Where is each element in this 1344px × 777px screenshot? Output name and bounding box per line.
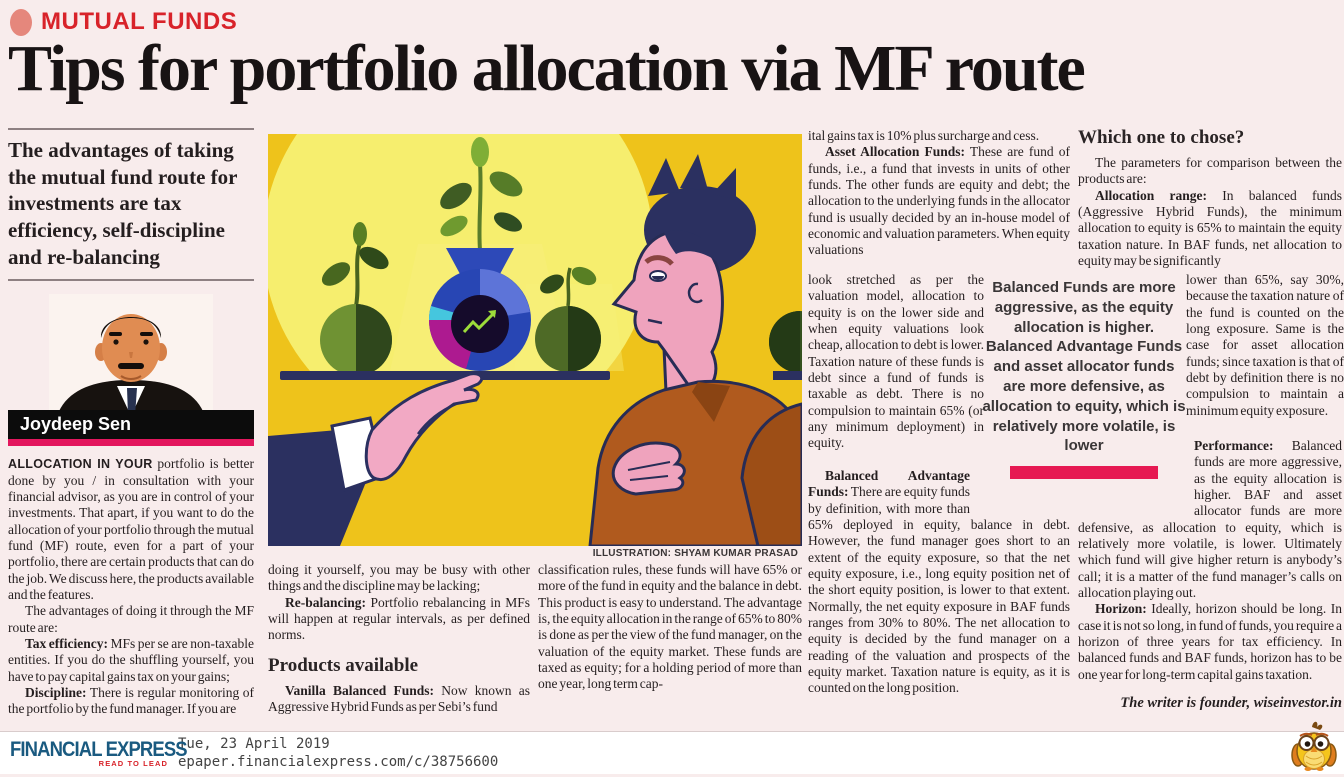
epaper-meta — [178, 735, 498, 771]
subheading-products-available: Products available — [268, 654, 419, 676]
waiter-serving-investment-plants-illustration — [268, 134, 802, 546]
paragraph-lead: Discipline: — [25, 684, 87, 700]
paragraph-text: portfolio is better done by you / in consultation with your financial advisor, as you are in control of your investments. That apart, if you want to do the allocation of your portfolio through the mutual fund (MF) route, even for a part of your portfolio, there are certain products that can do the job. We discuss here, the products available and the features. — [8, 456, 254, 602]
epaper-url: epaper.financialexpress.com/c/38756600 — [178, 754, 499, 770]
pullquote-spacer — [1078, 438, 1194, 510]
paragraph-lead: ALLOCATION IN YOUR — [8, 457, 153, 472]
article-body-col5-narrow — [1186, 272, 1344, 419]
paragraph-lead: Performance: — [1194, 438, 1274, 453]
paragraph — [268, 683, 530, 716]
section-label: MUTUAL FUNDS — [41, 8, 238, 35]
author-accent-bar — [8, 439, 254, 446]
brand-tagline: READ TO LEAD — [98, 759, 168, 768]
author-block — [8, 294, 254, 446]
article-body-col4-top — [808, 128, 1070, 259]
financial-express-logo — [10, 738, 187, 768]
paragraph — [268, 595, 530, 644]
article-body-col4-narrow — [808, 272, 984, 452]
paragraph-lead: Balanced Advantage Funds: — [808, 468, 970, 500]
epaper-footer — [0, 731, 1344, 774]
paragraph: doing it yourself, you may be busy with other things and the discipline may be lacking; — [268, 562, 530, 594]
pull-quote-text: Balanced Funds are more aggressive, as the equity allocation is higher. Balanced Advantage Funds and asset allocator funds are more defensive, as allocation to equity, which is relatively more volatile, is lower — [982, 279, 1186, 455]
paragraph-text: There is regular monitoring of the portfolio by the fund manager. If you are — [8, 684, 254, 717]
serving-tray — [280, 371, 610, 380]
standfirst: The advantages of taking the mutual fund route for investments are tax efficiency, self-discipline and re-balancing — [8, 138, 238, 269]
paragraph: The advantages of doing it through the MF route are: — [8, 603, 254, 635]
paragraph-text: Now known as Aggressive Hybrid Funds as per Sebi’s fund — [268, 682, 530, 714]
paragraph-text: In balanced funds (Aggressive Hybrid Funds), the minimum allocation to equity is 65% to maintain the equity taxation nature. In BAF funds, net allocation to equity may be significantly — [1078, 187, 1342, 268]
paragraph: classification rules, these funds will have 65% or more of the fund in equity and the balance in debt. This product is easy to understand. The advantage is, the equity allocation in the range of 65% to 80% is done as per the view of the fund manager, on the valuation of the equity market. These funds are taxed as equity; for a holding period of more than one year, long term cap- — [538, 562, 802, 692]
divider-rule-bottom — [8, 279, 254, 281]
article-body-col5-top — [1078, 128, 1342, 269]
paragraph-text: Portfolio rebalancing in MFs will happen at regular intervals, as per defined norms. — [268, 594, 530, 643]
paragraph — [8, 636, 254, 685]
epaper-date: Tue, 23 April 2019 — [178, 735, 330, 752]
paragraph: ital gains tax is 10% plus surcharge and cess. — [808, 128, 1040, 143]
brand-name: FINANCIAL EXPRESS — [10, 738, 187, 761]
paragraph — [808, 144, 1070, 258]
paragraph-text: Balanced funds are more aggressive, as the equity allocation is higher. BAF and asset allocator funds are more defensive, as allocation to equity, which is relatively more volatile, is lower. Ultimately which fund will give higher return is anybody’s call; it is a matter of the fund manager’s calls on allocation playing out. — [1078, 438, 1342, 600]
paragraph: The parameters for comparison between the products are: — [1078, 154, 1342, 187]
illustration-credit: ILLUSTRATION: SHYAM KUMAR PRASAD — [592, 548, 798, 559]
article-body-col5-bottom — [1078, 438, 1342, 712]
paragraph — [808, 468, 1070, 697]
paragraph — [1078, 601, 1342, 683]
paragraph — [1078, 188, 1342, 270]
paragraph-lead: Asset Allocation Funds: — [825, 144, 966, 160]
author-photo — [8, 294, 254, 416]
paragraph-lead: Tax efficiency: — [25, 635, 108, 651]
subheading-which-one: Which one to chose? — [1078, 128, 1245, 148]
paragraph-lead: Allocation range: — [1095, 187, 1207, 203]
paragraph: look stretched as per the valuation model, allocation to equity is on the lower side and when equity valuations look cheap, allocation to debt is lower. Taxation nature of these funds is debt since a fund of funds is taxable as debt. There is no compulsion to maintain 65% (or any minimum deployment) in equity. — [808, 272, 984, 451]
author-name: Joydeep Sen — [8, 410, 254, 439]
paragraph — [8, 685, 254, 718]
owl-mascot-icon — [1290, 718, 1338, 777]
author-portrait-illustration — [49, 294, 213, 416]
paragraph-text: MFs per se are non-taxable entities. If you do the shuffling yourself, you have to pay capital gains tax on your gains; — [8, 635, 254, 684]
article-illustration — [268, 134, 802, 546]
paragraph — [8, 456, 254, 603]
left-column — [8, 128, 254, 718]
writer-signoff: The writer is founder, wiseinvestor.in — [1120, 694, 1342, 711]
paragraph-text: There are equity funds by definition, with more than 65% deployed in equity, balance in debt. However, the fund manager goes short to an extent of the equity exposure, so that the net equity exposure, i.e., long equity position net of the short equity position, is lower to that extent. Normally, the net equity exposure in BAF funds ranges from 30% to 80%. The net allocation to equity is decided by the fund manager on a reading of the valuation and prospects of the equity market. Taxation nature is equity, as it is counted on the long position. — [808, 484, 1070, 696]
plant-pot-right — [535, 263, 601, 372]
article-body-col1 — [8, 456, 254, 717]
paragraph-text: Ideally, horizon should be long. In case it is not so long, in fund of funds, you require a horizon of three years for tax efficiency. In balanced funds and BAF funds, horizon has to be one year for long-term capital gains taxation. — [1078, 601, 1342, 682]
article-body-col4-bottom — [808, 468, 1070, 697]
paragraph-lead: Horizon: — [1095, 601, 1147, 617]
paragraph: lower than 65%, say 30%, because the taxation nature of the fund is counted on the long exposure. Same is the case for asset allocation funds; since taxation is that of debt by definition there is no compulsion to maintain a minimum equity exposure. — [1186, 272, 1344, 418]
paragraph — [1078, 438, 1342, 601]
paragraph-text: These are fund of funds, i.e., a fund that invests in units of other funds. The other funds are equity and debt; the allocation to the underlying funds in the allocator fund is usually decided by an in-house model of economic and valuation parameters. When equity valuations — [808, 144, 1070, 258]
article-headline: Tips for portfolio allocation via MF route — [8, 32, 1084, 105]
article-body-col2 — [268, 562, 530, 715]
article-body-col3 — [538, 562, 802, 693]
paragraph-lead: Re-balancing: — [285, 594, 366, 610]
paragraph-lead: Vanilla Balanced Funds: — [285, 682, 435, 698]
